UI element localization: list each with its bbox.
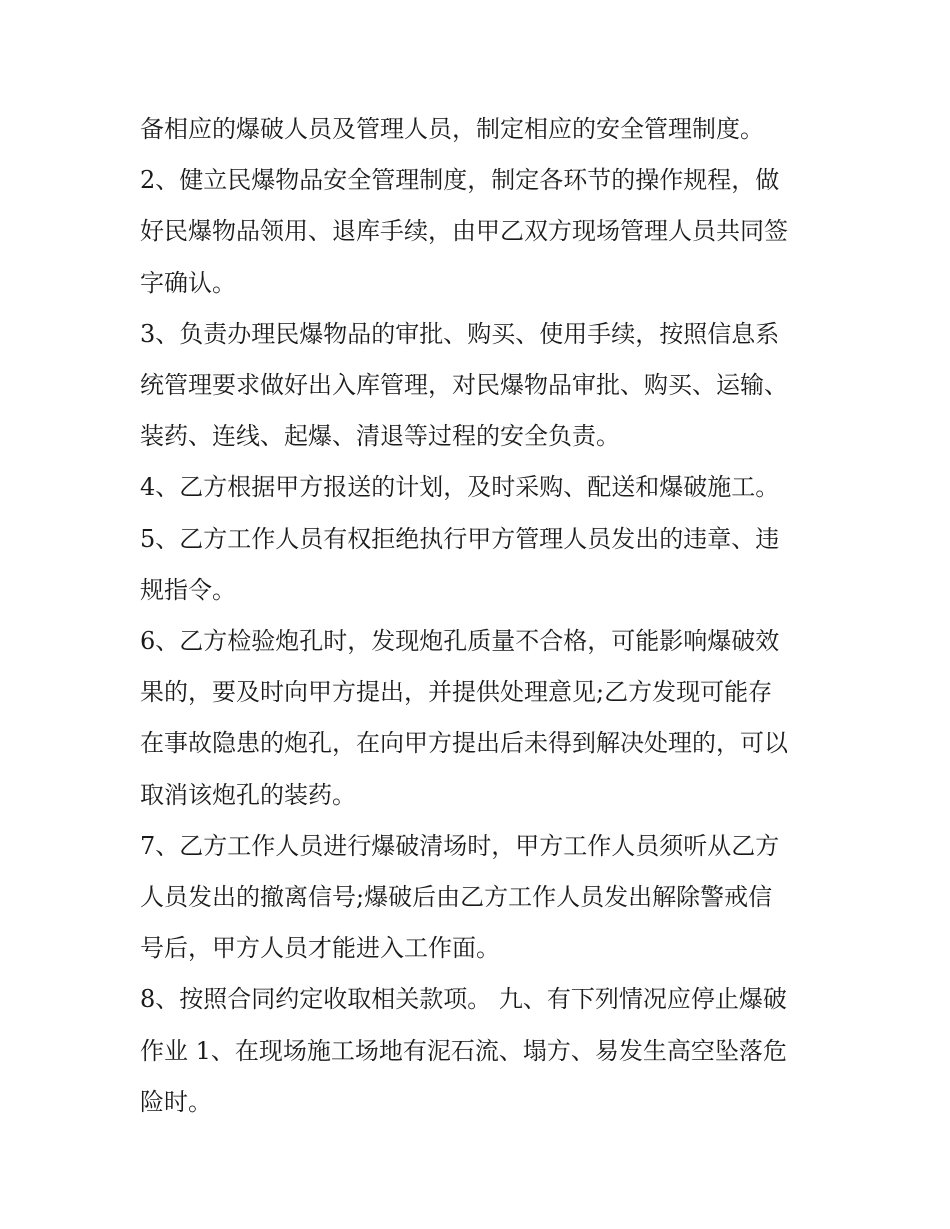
- document-body: [140, 104, 820, 1128]
- paragraph-item-8: 8、按照合同约定收取相关款项。 九、有下列情况应停止爆破 作业 1、在现场施工场地有泥石流、塌方、易发生高空坠落危 险时。: [140, 985, 787, 1116]
- paragraph-continuation: 备相应的爆破人员及管理人员，制定相应的安全管理制度。: [140, 115, 764, 143]
- paragraph-item-4: 4、乙方根据甲方报送的计划，及时采购、配送和爆破施工。: [140, 473, 780, 502]
- paragraph-item-3: 3、负责办理民爆物品的审批、购买、使用手续，按照信息系 统管理要求做好出入库管理，对民爆物品审批、购买、运输、 装药、连线、起爆、清退等过程的安全负责。: [140, 319, 788, 451]
- paragraph-item-2: 2、健立民爆物品安全管理制度，制定各环节的操作规程，做 好民爆物品领用、退库手续，由甲乙双方现场管理人员共同签 字确认。: [140, 166, 788, 297]
- paragraph-item-6: 6、乙方检验炮孔时，发现炮孔质量不合格，可能影响爆破效 果的，要及时向甲方提出，并提供处理意见;乙方发现可能存 在事故隐患的炮孔，在向甲方提出后未得到解决处理的，可以 取消该炮孔的装药。: [140, 627, 788, 809]
- paragraph-item-7: 7、乙方工作人员进行爆破清场时，甲方工作人员须听从乙方 人员发出的撤离信号;爆破后由乙方工作人员发出解除警戒信 号后，甲方人员才能进入工作面。: [140, 831, 780, 963]
- paragraph-item-5: 5、乙方工作人员有权拒绝执行甲方管理人员发出的违章、违 规指令。: [140, 524, 780, 604]
